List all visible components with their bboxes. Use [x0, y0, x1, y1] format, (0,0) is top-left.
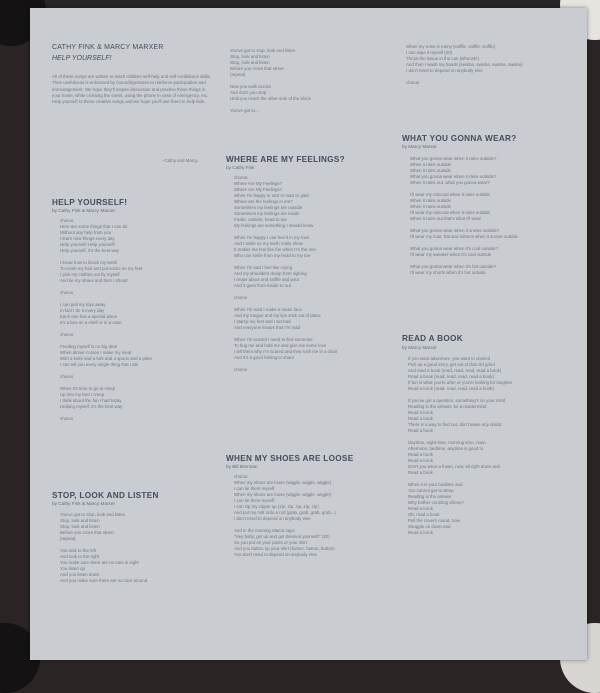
song-byline-where-are-my-feelings: by Cathy Fink: [226, 165, 255, 170]
song-byline-when-my-shoes-are-loose: by Bill Brennan: [226, 464, 258, 469]
song-byline-stop-look-listen: by Cathy Fink & Marcy Marxer: [52, 501, 116, 506]
intro-signoff: –Cathy and Marcy: [162, 158, 198, 163]
intro-paragraph: All of these songs are written to teach children self-help and self-confidence skills. Their usefulness is enhanced by (sound)/gestures to reinforce participation and encouragement. We hope they'll inspire discussion and practice those things in your home, while crossing the street, using the phone in case of emergency, etc. Help yourself to these creative songs and we hope you'll use them to help kids.: [52, 74, 211, 105]
column-left: [44, 8, 212, 660]
song-byline-read-a-book: by Marcy Marxer: [402, 345, 437, 350]
song-title-stop-look-listen: STOP, LOOK AND LISTEN: [52, 491, 159, 500]
song-lyrics-read-a-book: If you want adventure, you want to unwind Pick up a good story, get out of that old grind And read a book (read, read, read, read a book) Read a book (read, read, read, read a book) If fun is what you're after or you're looking for laughter Read a book (read, read, read, read a book) If you've got a question, something's on your mind Reading is the answer, be a mastermind Read a book Read a book There is a way to find out, don't leave any doubt Read a book Daytime, night-time, morning time, noon Afternoon, bedtime, anytime is good to Read a book Read a book Don't you wear a frown, now, sit right down and Read a book When it is your bedtime and You cannot get to sleep Reading is the answer Why bother counting sheep? Read a book Oh, read a book Pull the covers round, now Snuggle on down and Read a book: [408, 356, 513, 535]
artist-heading: CATHY FINK & MARCY MARXER: [52, 44, 164, 51]
song-title-what-you-gonna-wear: WHAT YOU GONNA WEAR?: [402, 134, 517, 143]
column-right: [400, 8, 580, 660]
song-byline-help-yourself: by Cathy Fink & Marcy Marxer: [52, 208, 116, 213]
song-lyrics-what-you-gonna-wear: What you gonna wear when it rains outside? When it rains outside When it rains outside What you gonna wear when it rains outside? When it rains out, what you gonna wear? I'll wear my raincoat when it rains outside When it rains outside When it rains outside I'll wear my raincoat when it rains outside When it rains out that's what I'll wear What you gonna wear when it snows outside? I'll wear my coat, hat and mittens when it snows outside What you gonna wear when it's cool outside? I'll wear my sweater when it's cool outside What you gonna wear when it's hot outside? I'll wear my shorts when it's hot outside: [410, 156, 518, 275]
song-lyrics-help-yourself: chorus: Here are some things that I can do Without any help from you I learn new things every day Help yourself! Help yourself! Help yourself, it's the best way I know how to brush my teeth To comb my hair and put socks on my feet I pick my clothes out by myself And tie my shoes and then I shout! chorus I can pull my toys away In fact I do it every day Each one has a special place It's a box on a shelf or in a case chorus Feeding myself is no big deal When dinner comes I make my meal With a knife and a fork and a spoon and a plate I can tell you every single thing that I ate chorus When it's time to go to sleep Up into my bed I creep I think about the fun I had today Helping myself, it's the best way chorus: [60, 218, 153, 421]
song-title-where-are-my-feelings: WHERE ARE MY FEELINGS?: [226, 155, 345, 164]
album-heading: HELP YOURSELF!: [52, 55, 112, 62]
song-title-help-yourself: HELP YOURSELF!: [52, 198, 128, 207]
song-lyrics-when-my-shoes-are-loose-continued: When my nose is runny (sniffle, sniffle, sniffle) I can wipe it myself (20) Throw the tissue in the can (whoosh!) And then I wash my hands (swisha, swisha, swisha, swisha) I don't need to depend on anybody else chorus: [406, 44, 523, 85]
song-lyrics-where-are-my-feelings: chorus: Where Are My Feelings? Where Are My Feelings? When I'm happy or sad or mad or glad Where are the feelings in me? Sometimes my feelings are outside Sometimes my feelings are inside Inside, outside, head to toe My feelings are something I should know When I'm happy I can feel it in my toes And I smile so my teeth really show It makes me feel like fun when I'm the one Who can smile from my head to my toe When I'm sad I feel like crying And my shoulders droop from sighing I mope about and sniffle and pout And it goes from inside to out chorus When I'm mad I make a mean face And my tongue and my lips stick out of place I stamp my feet and I act bad And everyone knows that I'm mad When I'm scared I need to find someone To hug me and hold me and give me some love I tell them why I'm scared and they rock me in a chair And it's a good feeling to share chorus: [234, 175, 338, 372]
lyric-sheet: [30, 8, 587, 660]
song-lyrics-stop-look-listen-continued: You've got to stop, look and listen Stop, look and listen Stop, look and listen Before you cross that street (repeat) Now you walk across And don't you stop Until you reach the other side of the block You've got to...: [230, 48, 311, 113]
column-middle: [226, 8, 396, 660]
song-title-read-a-book: READ A BOOK: [402, 334, 463, 343]
song-title-when-my-shoes-are-loose: WHEN MY SHOES ARE LOOSE: [226, 454, 354, 463]
song-byline-what-you-gonna-wear: by Marcy Marxer: [402, 144, 437, 149]
song-lyrics-when-my-shoes-are-loose: chorus: When my shoes are loose (wiggle, wiggle, wiggle) I can tie them myself When my shoes are loose (wiggle, wiggle, wiggle) I can tie them myself I can zip my zipper up (zip, zip, zip, zip, zip) And put my mitt onto a rod (grab, grab, grab, grab...) I don't need to depend on anybody else And in the morning Mama says "Hey baby, get up and get dressed yourself!" (20) So you put on your pants or your skirt And you button up your shirt (button, button, button) You don't need to depend on anybody else: [234, 474, 336, 557]
song-lyrics-stop-look-listen: You've got to stop, look and listen Stop, look and listen Stop, look and listen Before you cross that street (repeat) You look to the left And look to the right You make sure there are no cars in sight You listen up And you listen down And you make sure there are no cars around: [60, 512, 148, 583]
